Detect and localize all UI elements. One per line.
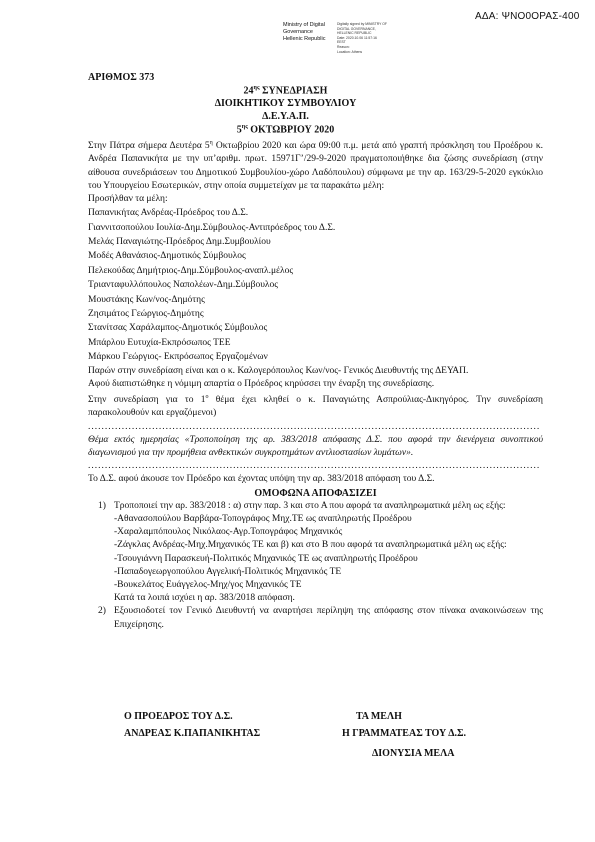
member-item: Γιαννιτσοπούλου Ιουλία-Δημ.Σύμβουλος-Αντιπρόεδρος του Δ.Σ. <box>88 222 336 233</box>
member-item: Στανίτσας Χαράλαμπος-Δημοτικός Σύμβουλος <box>88 323 268 334</box>
decision-line: -Αθανασοπούλου Βαρβάρα-Τοπογράφος Μηχ.ΤΕ ως αναπληρωτής Προέδρου <box>114 514 412 525</box>
member-item: Μουστάκης Κων/νος-Δημότης <box>88 294 205 305</box>
president-name: ΑΝΔΡΕΑΣ Κ.ΠΑΠΑΝΙΚΗΤΑΣ <box>124 728 261 739</box>
member-item: Ζησιμάτος Γεώργιος-Δημότης <box>88 309 204 320</box>
dotted-separator: ...................................................................................................................................... <box>88 461 541 472</box>
general-manager-note: Παρών στην συνεδρίαση είναι και ο κ. Καλογερόπουλος Κων/νος- Γενικός Διευθυντής της ΔΕΥΑΠ. <box>88 365 469 376</box>
secretary-title: Η ΓΡΑΜΜΑΤΕΑΣ ΤΟΥ Δ.Σ. <box>342 728 467 739</box>
member-item: Μελάς Παναγιώτης-Πρόεδρος Δημ.Συμβουλίου <box>88 236 271 247</box>
decision-line: -Ζάγκλας Ανδρέας-Μηχ.Μηχανικός ΤΕ και β) και στο Β που αφορά τα αναπληρωματικά μέλη ως εξής: <box>114 540 507 551</box>
decision-line: -Τσουγιάννη Παρασκευή-Πολιτικός Μηχανικός ΤΕ ως αναπληρωτής Προέδρου <box>114 553 418 564</box>
digital-signature-stamp <box>283 22 413 62</box>
member-item: Παπανικήτας Ανδρέας-Πρόεδρος του Δ.Σ. <box>88 208 249 219</box>
seal-english: Ministry of Digital Governance Hellenic Republic <box>283 22 326 42</box>
present-label: Προσήλθαν τα μέλη: <box>88 193 168 204</box>
decision-item-1: 1) Τροποποιεί την αρ. 383/2018 : α) στην παρ. 3 και στο Α που αφορά τα αναπληρωματικά μέλη ως εξής: -Αθανασοπούλου Βαρβάρα-Τοπογράφος Μηχ.ΤΕ ως αναπληρωτής Προέδρου -Χαραλαμπόπουλος Νικόλαος-Αγρ.Τοπογράφος Μηχανικός -Ζάγκλας Ανδρέας-Μηχ.Μηχανικός ΤΕ και β) και στο Β που αφορά τα αναπληρωματικά μέλη ως εξής: -Τσουγιάννη Παρασκευή-Πολιτικός Μηχανικός ΤΕ ως αναπληρωτής Προέδρου -Παπαδογεωργοπούλου Αγγελική-Πολιτικός Μηχανικός ΤΕ -Βουκελάτος Ευάγγελος-Μηχ/γος Μηχανικός ΤΕ Κατά τα λοιπά ισχύει η αρ. 383/2018 απόφαση. <box>88 500 543 606</box>
member-item: Μπάρλου Ευτυχία-Εκπρόσωπος ΤΕΕ <box>88 337 231 348</box>
secretary-name: ΔΙΟΝΥΣΙΑ ΜΕΛΑ <box>372 748 455 759</box>
member-item: Πελεκούδας Δημήτριος-Δημ.Σύμβουλος-αναπλ.μέλος <box>88 265 294 276</box>
member-item: Τριανταφυλλόπουλος Ναπολέων-Δημ.Σύμβουλος <box>88 280 279 291</box>
decision-item-2: 2) Εξουσιοδοτεί τον Γενικό Διευθυντή να αναρτήσει περίληψη της απόφασης στον πίνακα ανακοινώσεων της Επιχείρησης. <box>98 606 543 630</box>
decision-line: -Παπαδογεωργοπούλου Αγγελική-Πολιτικός Μηχανικός ΤΕ <box>114 566 342 577</box>
member-item: Μοδές Αθανάσιος-Δημοτικός Σύμβουλος <box>88 251 246 262</box>
decision-line: -Χαραλαμπόπουλος Νικόλαος-Αγρ.Τοπογράφος Μηχανικός <box>114 527 343 538</box>
quorum-note: Αφού διαπιστώθηκε η νόμιμη απαρτία ο Πρόεδρος κηρύσσει την έναρξη της συνεδρίασης. <box>88 378 435 389</box>
decision-number: ΑΡΙΘΜΟΣ 373 <box>88 72 155 83</box>
members-title: ΤΑ ΜΕΛΗ <box>356 711 402 722</box>
org-heading: Δ.Ε.Υ.Α.Π. <box>262 111 309 122</box>
session-heading: $24^{\eta\varsigma}$ ΣΥΝΕΔΡΙΑΣΗ <box>243 85 328 97</box>
first-topic-note: Στην συνεδρίαση για το $1^o$ θέμα έχει κληθεί ο κ. Παναγιώτης Ασπρούλιας-Δικηγόρος. Την συνεδρίαση παρακολουθούν και εργαζόμενοι) <box>88 394 544 419</box>
intro-paragraph: Στην Πάτρα σήμερα Δευτέρα $5^\eta$ Οκτωβρίου 2020 και ώρα 09:00 π.μ. μετά από γραπτή πρόσκληση του Προέδρου κ. Ανδρέα Παπανικήτα με την υπ’αριθμ. πρωτ. 15971Γ’/29-9-2020 πραγματοποιήθηκε δια ζώσης συνεδρίαση (στην αίθουσα συνεδριάσεων του Δημοτικού Συμβουλίου-χώρο Λαδόπουλου) σύμφωνα με την αρ. 163/29-5-2020 εγκύκλιο του Υπουργείου Εσωτερικών, στην οποία συμμετείχαν με τα παρακάτω μέλη: <box>88 140 543 191</box>
president-title: Ο ΠΡΟΕΔΡΟΣ ΤΟΥ Δ.Σ. <box>124 711 233 722</box>
decision-line: Κατά τα λοιπά ισχύει η αρ. 383/2018 απόφαση. <box>114 593 295 604</box>
ada-code: ΑΔΑ: ΨΝΟ0ΟΡΑΣ-400 <box>475 11 580 22</box>
document-body <box>88 137 543 632</box>
subject-paragraph: Θέμα εκτός ημερησίας «Τροποποίηση της αρ. 383/2018 απόφασης Δ.Σ. που αφορά την διενέργεια συνοπτικού διαγωνισμού για την προμήθεια ανθεκτικών συγκροτημάτων αντλιοστασίων λυμάτων». <box>88 434 543 459</box>
dotted-separator: ...................................................................................................................................... <box>88 421 541 432</box>
heard-paragraph: Το Δ.Σ. αφού άκουσε τον Πρόεδρο και έχοντας υπόψη την αρ. 383/2018 απόφαση του Δ.Σ. <box>88 474 435 485</box>
decision-line: -Βουκελάτος Ευάγγελος-Μηχ/γος Μηχανικός ΤΕ <box>114 580 302 591</box>
decision-title: ΟΜΟΦΩΝΑ ΑΠΟΦΑΣΙΖΕΙ <box>254 487 377 499</box>
board-heading: ΔΙΟΙΚΗΤΙΚΟΥ ΣΥΜΒΟΥΛΙΟΥ <box>214 98 357 109</box>
members-list <box>88 206 543 364</box>
seal-details: Digitally signed by MINISTRY OF DIGITAL GOVERNANCE, HELLENIC REPUBLIC Date: 2020.10.06 11:57:16 EEST Reason: Location: Athens <box>337 22 387 54</box>
date-heading: $5^{\eta\varsigma}$ ΟΚΤΩΒΡΙΟΥ 2020 <box>236 124 335 136</box>
member-item: Μάρκου Γεώργιος- Εκπρόσωπος Εργαζομένων <box>88 352 268 363</box>
